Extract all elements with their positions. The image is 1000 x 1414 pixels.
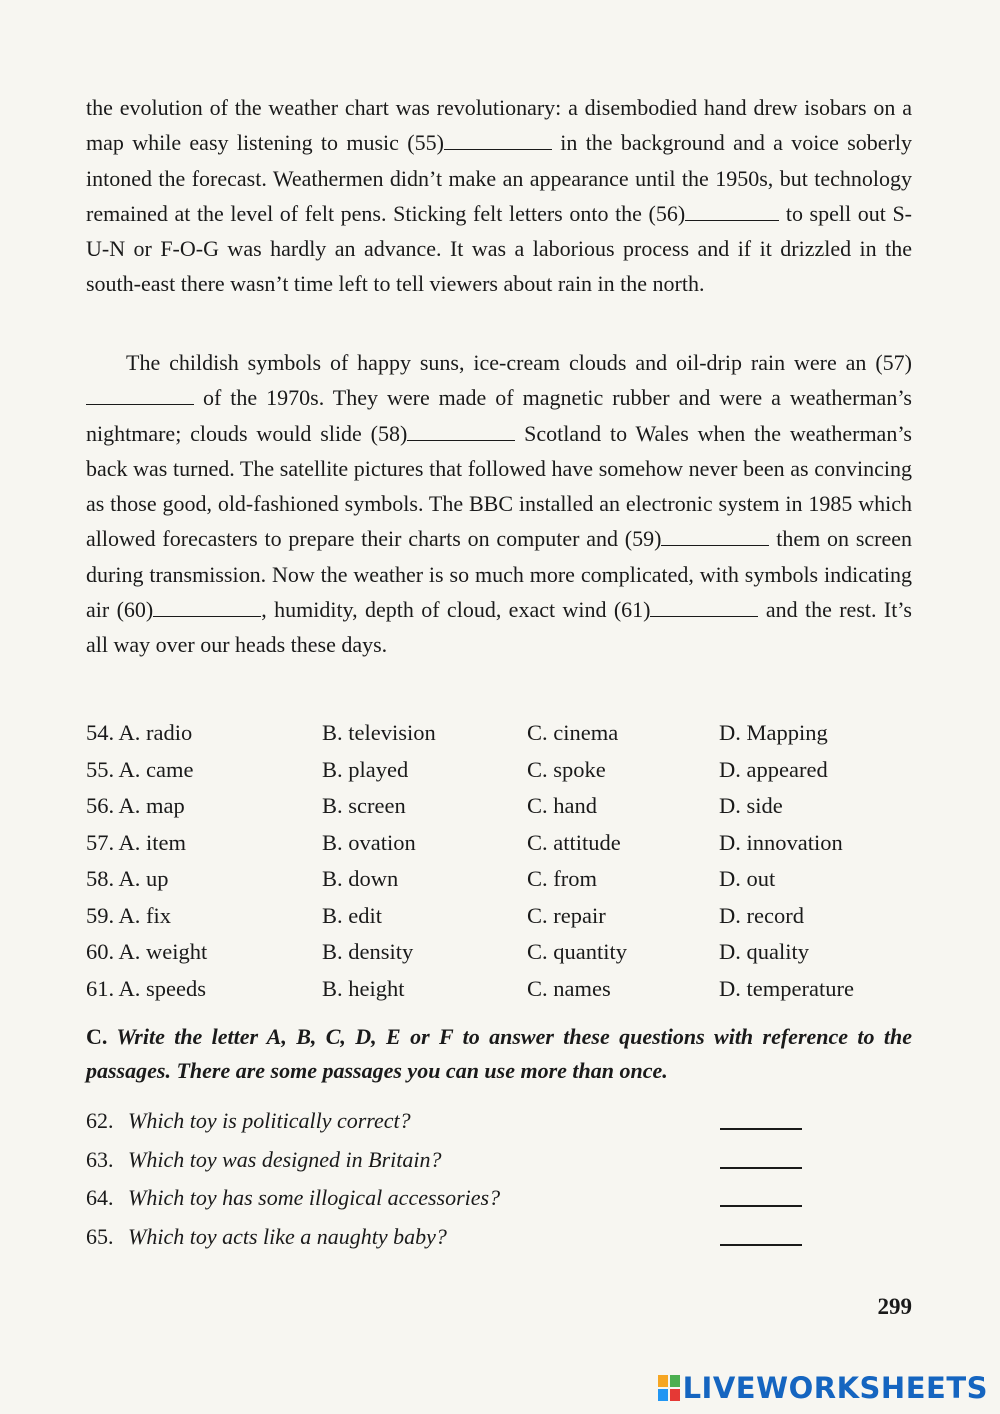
text-segment: the evolution of the weather chart was revolutionary: a disembodied hand drew isobars on a map while easy listening to music (55): [86, 95, 912, 156]
text-segment: to spell out S-U-N or F-O-G was hardly an advance. It was a laborious process and if it drizzled in the south-east there wasn’t time left to tell viewers about rain in the north.: [86, 200, 913, 297]
liveworksheets-logo-icon: [658, 1375, 680, 1401]
option-b[interactable]: B. height: [322, 975, 405, 1001]
option-row-60: [86, 934, 912, 971]
question-text: Which toy was designed in Britain?: [128, 1146, 442, 1172]
option-a[interactable]: 56. A. map: [86, 793, 185, 818]
option-row-56: [86, 788, 912, 825]
question-65: [86, 1218, 912, 1257]
text-segment: Scotland to Wales when the weatherman’s back was turned. The satellite pictures that followed have somehow never been as convincing as those good, old-fashioned symbols. The BBC installed an electronic system in 1985 which allowed forecasters to prepare their charts on computer and (59): [86, 420, 912, 552]
section-c-instruction: [86, 1020, 912, 1088]
option-d[interactable]: D. quality: [719, 939, 809, 964]
option-d[interactable]: D. innovation: [719, 829, 843, 855]
option-b[interactable]: B. down: [322, 866, 399, 891]
logo-text: LIVEWORKSHEETS: [682, 1371, 988, 1405]
option-c[interactable]: C. names: [527, 975, 611, 1001]
answer-blank-64[interactable]: [720, 1205, 802, 1207]
option-b[interactable]: B. density: [322, 939, 414, 964]
option-d[interactable]: D. out: [719, 866, 776, 891]
option-c[interactable]: C. repair: [527, 902, 606, 928]
option-a[interactable]: 55. A. came: [86, 756, 194, 782]
answer-blank-65[interactable]: [720, 1244, 802, 1246]
option-c[interactable]: C. from: [527, 866, 597, 891]
option-a[interactable]: 58. A. up: [86, 866, 169, 891]
option-row-54: [86, 715, 912, 752]
option-row-59: [86, 898, 912, 935]
question-list: [86, 1102, 912, 1256]
option-b[interactable]: B. edit: [322, 902, 382, 928]
answer-blank-63[interactable]: [720, 1167, 802, 1169]
question-number: 65.: [86, 1223, 114, 1249]
text-segment: in the background and a voice soberly intoned the forecast. Weathermen didn’t make an appearance until the 1950s, but technology remained at the level of felt pens. Sticking felt letters onto the (56): [86, 130, 913, 226]
passage-paragraph-2: [86, 345, 912, 663]
option-row-55: [86, 752, 912, 789]
option-b[interactable]: B. television: [322, 720, 436, 745]
option-c[interactable]: C. quantity: [527, 939, 627, 964]
question-63: [86, 1141, 912, 1180]
text-segment: of the 1970s. They were made of magnetic rubber and were a weatherman’s nightmare; clouds would slide (58): [86, 385, 912, 446]
liveworksheets-logo: [658, 1370, 988, 1406]
question-text: Which toy acts like a naughty baby?: [128, 1223, 447, 1249]
gap-59[interactable]: [661, 525, 769, 546]
answer-options: [86, 715, 912, 1007]
text-segment: The childish symbols of happy suns, ice-cream clouds and oil-drip rain were an (57): [126, 350, 912, 375]
text-segment: and the rest. It’s all way over our heads these days.: [86, 597, 912, 658]
gap-56[interactable]: [685, 200, 779, 221]
text-segment: them on screen during transmission. Now the weather is so much more complicated, with symbols indicating air (60): [86, 526, 912, 623]
option-c[interactable]: C. cinema: [527, 720, 619, 745]
option-c[interactable]: C. hand: [527, 793, 597, 818]
option-row-61: [86, 971, 912, 1008]
option-row-58: [86, 861, 912, 898]
option-row-57: [86, 825, 912, 862]
gap-58[interactable]: [407, 420, 515, 441]
option-a[interactable]: 60. A. weight: [86, 939, 208, 964]
option-d[interactable]: D. appeared: [719, 756, 828, 782]
question-text: Which toy is politically correct?: [128, 1108, 411, 1133]
option-b[interactable]: B. screen: [322, 793, 406, 818]
gap-60[interactable]: [153, 596, 261, 617]
answer-blank-62[interactable]: [720, 1128, 802, 1130]
gap-57[interactable]: [86, 384, 194, 405]
option-a[interactable]: 54. A. radio: [86, 720, 193, 745]
option-d[interactable]: D. temperature: [719, 975, 854, 1001]
question-number: 62.: [86, 1108, 114, 1133]
option-a[interactable]: 61. A. speeds: [86, 975, 206, 1001]
question-text: Which toy has some illogical accessories?: [128, 1185, 501, 1210]
option-d[interactable]: D. record: [719, 902, 804, 928]
option-b[interactable]: B. played: [322, 756, 409, 782]
option-c[interactable]: C. attitude: [527, 829, 621, 855]
option-a[interactable]: 59. A. fix: [86, 902, 172, 928]
page-number: 299: [877, 1294, 912, 1319]
question-number: 63.: [86, 1146, 114, 1172]
option-c[interactable]: C. spoke: [527, 756, 606, 782]
option-a[interactable]: 57. A. item: [86, 829, 186, 855]
section-c-label: C.: [86, 1024, 108, 1049]
question-64: [86, 1179, 912, 1218]
gap-61[interactable]: [650, 596, 758, 617]
passage-paragraph-1: [86, 90, 912, 302]
gap-55[interactable]: [444, 129, 552, 150]
instruction-text: Write the letter A, B, C, D, E or F to answer these questions with reference to the passages. There are some passages you can use more than once.: [86, 1024, 912, 1083]
question-number: 64.: [86, 1185, 114, 1210]
text-segment: , humidity, depth of cloud, exact wind (61): [261, 597, 651, 623]
question-62: [86, 1102, 912, 1141]
option-d[interactable]: D. side: [719, 793, 783, 818]
option-d[interactable]: D. Mapping: [719, 720, 828, 745]
option-b[interactable]: B. ovation: [322, 829, 416, 855]
